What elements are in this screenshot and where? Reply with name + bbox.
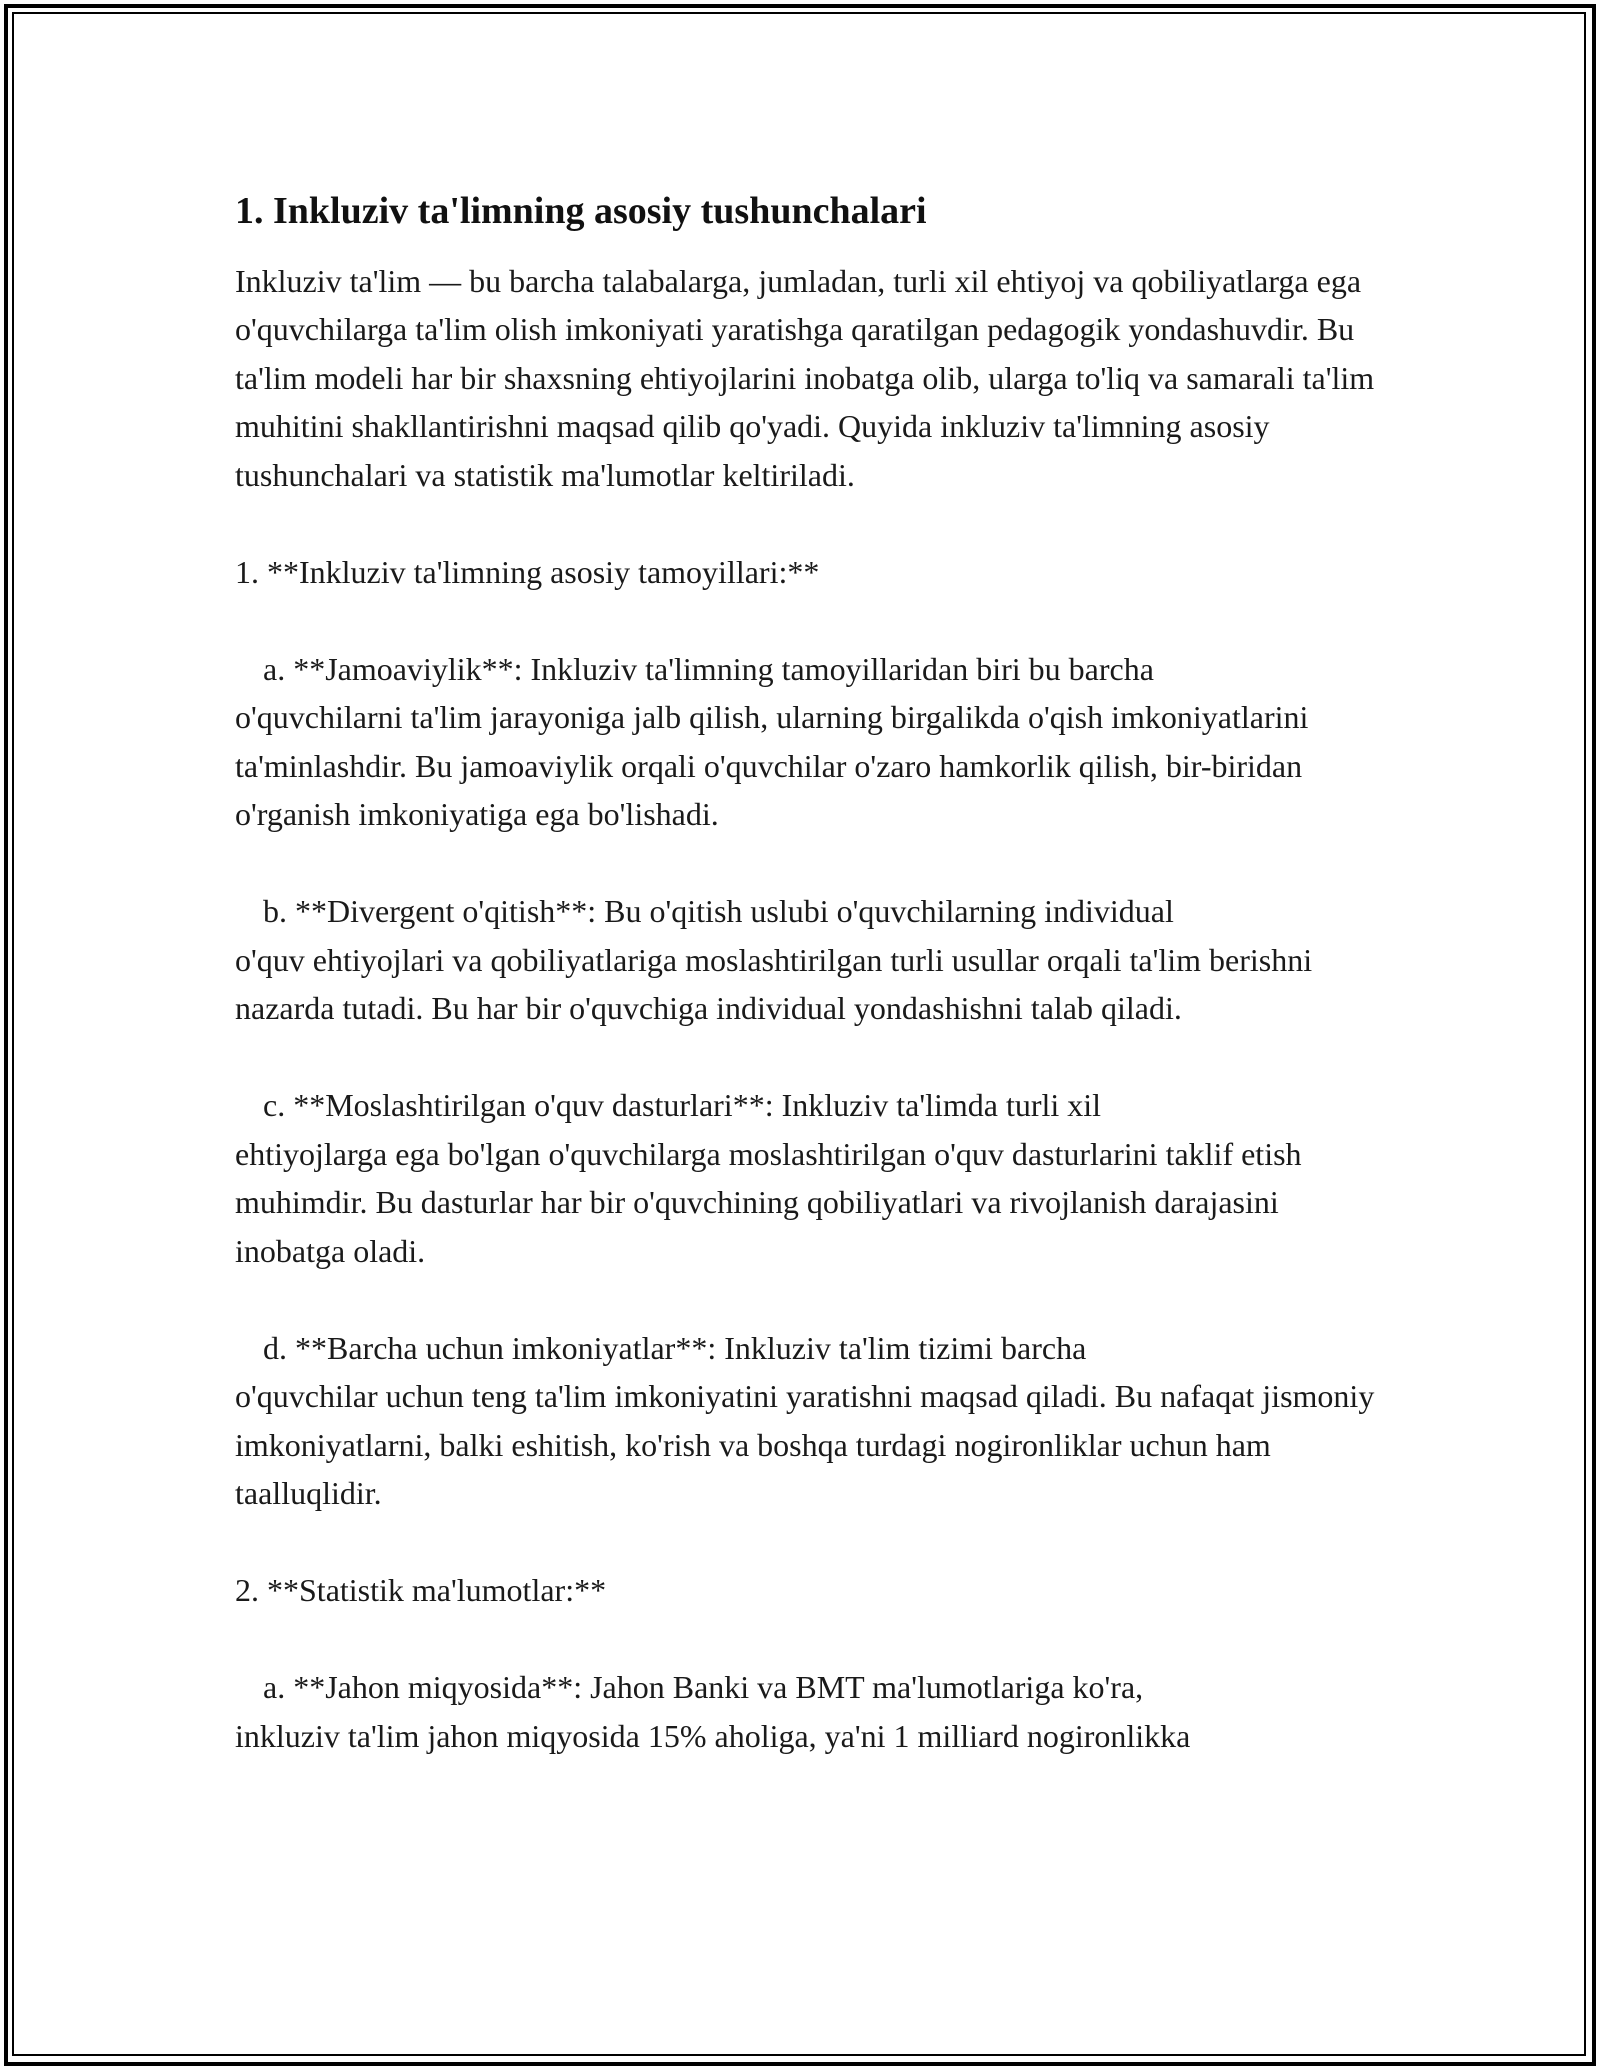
list-item-d-text: o'quvchilar uchun teng ta'lim imkoniyatini yaratishni maqsad qiladi. Bu nafaqat jismoniy imkoniyatlarni, balki eshitish, ko'rish va boshqa turdagi nogironliklar uchun ham taalluqlidir.	[235, 1378, 1375, 1512]
list-item-b-text: o'quv ehtiyojlari va qobiliyatlariga moslashtirilgan turli usullar orqali ta'lim berishni nazarda tutadi. Bu har bir o'quvchiga individual yondashishni talab qiladi.	[235, 941, 1313, 1027]
spacer	[235, 499, 1375, 548]
spacer	[235, 1033, 1375, 1082]
list-item-c-text: ehtiyojlarga ega bo'lgan o'quvchilarga moslashtirilgan o'quv dasturlarini taklif etish muhimdir. Bu dasturlar har bir o'quvchining qobiliyatlari va rivojlanish darajasini inobatga oladi.	[235, 1135, 1302, 1269]
spacer	[235, 1615, 1375, 1664]
list-item-b	[235, 887, 1375, 1033]
document-body	[235, 182, 1375, 1760]
section-heading-principles: 1. **Inkluziv ta'limning asosiy tamoyillari:**	[235, 553, 820, 590]
section-heading-statistics: 2. **Statistik ma'lumotlar:**	[235, 1572, 607, 1609]
intro-paragraph: Inkluziv ta'lim — bu barcha talabalarga, jumladan, turli xil ehtiyoj va qobiliyatlarga ega o'quvchilarga ta'lim olish imkoniyati yaratishga qaratilgan pedagogik yondashuvdir. Bu ta'lim modeli har bir shaxsning ehtiyojlarini inobatga olib, ularga to'liq va samarali ta'lim muhitini shakllantirishni maqsad qilib qo'yadi. Quyida inkluziv ta'limning asosiy tushunchalari va statistik ma'lumotlar keltiriladi.	[235, 262, 1375, 493]
spacer	[235, 1275, 1375, 1324]
document-title: 1. Inkluziv ta'limning asosiy tushunchalari	[235, 190, 927, 232]
spacer	[235, 839, 1375, 888]
list-item-d-lead: d. **Barcha uchun imkoniyatlar**: Inkluziv ta'lim tizimi barcha	[263, 1329, 1087, 1366]
list-item-d	[235, 1324, 1375, 1518]
list-item-b-lead: b. **Divergent o'qitish**: Bu o'qitish uslubi o'quvchilarning individual	[263, 893, 1174, 930]
list-item-c-lead: c. **Moslashtirilgan o'quv dasturlari**: Inkluziv ta'limda turli xil	[263, 1087, 1102, 1124]
list-item-a-text: o'quvchilarni ta'lim jarayoniga jalb qilish, ularning birgalikda o'qish imkoniyatlarini ta'minlashdir. Bu jamoaviylik orqali o'quvchilar o'zaro hamkorlik qilish, bir-biridan o'rganish imkoniyatiga ega bo'lishadi.	[235, 699, 1309, 833]
list-item-2a-lead: a. **Jahon miqyosida**: Jahon Banki va BMT ma'lumotlariga ko'ra,	[263, 1669, 1144, 1706]
spacer	[235, 596, 1375, 645]
list-item-a-lead: a. **Jamoaviylik**: Inkluziv ta'limning tamoyillaridan biri bu barcha	[263, 650, 1154, 687]
list-item-2a	[235, 1663, 1375, 1760]
list-item-2a-text: inkluziv ta'lim jahon miqyosida 15% aholiga, ya'ni 1 milliard nogironlikka	[235, 1717, 1191, 1754]
list-item-c	[235, 1081, 1375, 1275]
list-item-a	[235, 645, 1375, 839]
spacer	[235, 1518, 1375, 1567]
